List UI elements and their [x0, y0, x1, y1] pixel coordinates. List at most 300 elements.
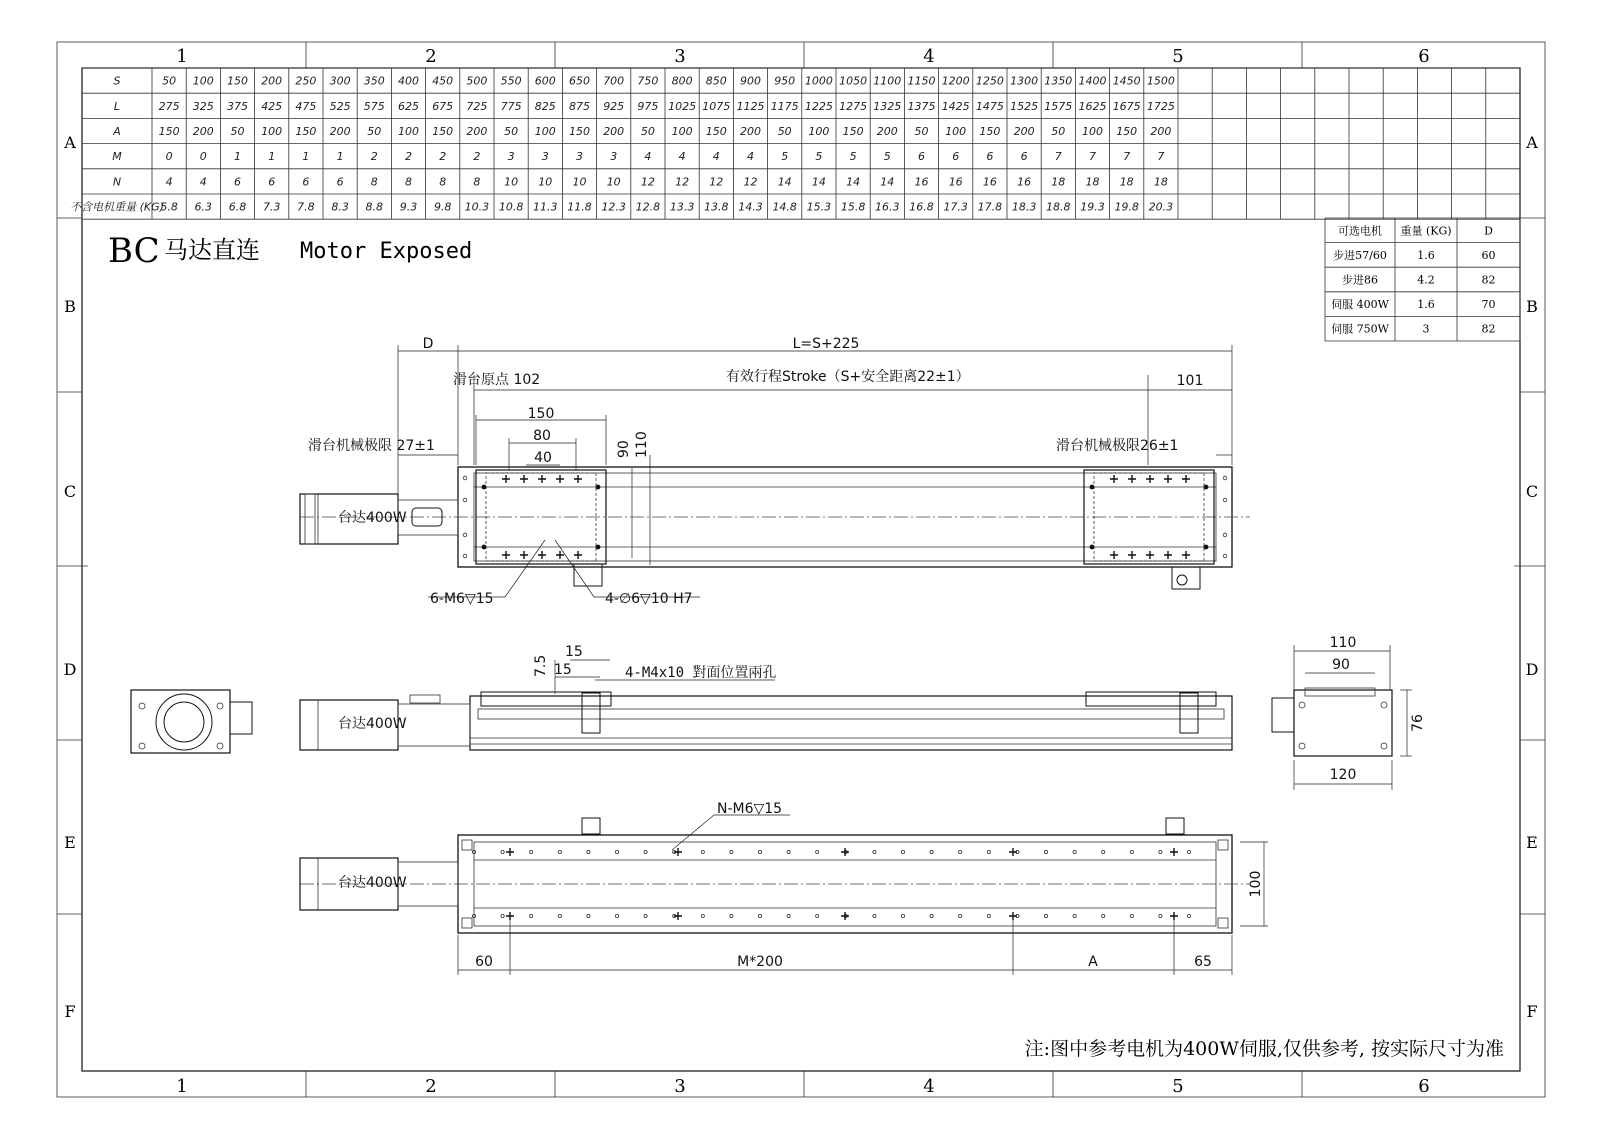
spec-cell: 6 [336, 175, 344, 189]
zone-col-bottom-1: 1 [176, 1076, 188, 1097]
mount-hole-mark [1128, 475, 1136, 483]
rail-hole [730, 850, 733, 853]
spec-cell: 150 [158, 125, 180, 138]
rail-hole [1130, 914, 1133, 917]
spec-cell: 525 [329, 99, 351, 113]
spec-cell: 8.3 [331, 200, 349, 214]
dim-m200: M*200 [737, 954, 783, 970]
spec-cell: 10.3 [464, 200, 490, 214]
zone-row-left-F: F [64, 1002, 76, 1021]
spec-cell: 14.3 [738, 200, 763, 214]
rail-hole [558, 850, 561, 853]
spec-cell: 14 [811, 175, 826, 189]
rail-hole [873, 914, 876, 917]
spec-cell: 350 [363, 74, 385, 88]
spec-cell: 50 [162, 74, 177, 88]
spec-cell: 11.8 [567, 200, 592, 214]
spec-cell: 10 [504, 175, 519, 189]
spec-cell: 6 [918, 150, 925, 164]
dim-a: A [1088, 954, 1098, 970]
spec-cell: 4 [199, 175, 207, 189]
rail-hole [1187, 914, 1190, 917]
spec-cell: 12.3 [601, 200, 626, 214]
motor-table-cell: 60 [1481, 248, 1496, 262]
spec-cell: 10 [538, 175, 553, 189]
end-dim-120: 120 [1329, 767, 1357, 783]
spec-cell: 3 [541, 150, 549, 164]
hole-label-m6: 6-M6▽15 [430, 591, 494, 607]
spec-cell: 14 [880, 175, 895, 189]
rail-hole [787, 914, 790, 917]
top-motor-label: 台达400W [338, 510, 407, 526]
spec-cell: 12 [640, 175, 655, 189]
spec-cell: 8.8 [365, 200, 384, 214]
spec-cell: 6 [268, 175, 276, 189]
spec-cell: 3 [610, 150, 618, 164]
spec-cell: 13.3 [669, 200, 695, 214]
motor-table-cell: 1.6 [1417, 298, 1435, 312]
rail-hole [1159, 850, 1162, 853]
spec-cell: 6.8 [228, 200, 247, 214]
mount-hole-mark [1182, 551, 1190, 559]
end-hole [463, 533, 467, 537]
motor-table-cell: 4.2 [1417, 273, 1435, 287]
end-hole [1223, 554, 1227, 558]
mount-hole-mark [502, 551, 510, 559]
spec-cell: 7 [1054, 150, 1062, 164]
rail-hole [758, 914, 761, 917]
spec-cell: 1675 [1112, 99, 1141, 113]
zone-col-top-4: 4 [923, 46, 935, 67]
rail-hole [930, 850, 933, 853]
zone-col-bottom-5: 5 [1172, 1076, 1184, 1097]
zone-col-top-3: 3 [674, 46, 686, 67]
base-mount-hole [1009, 912, 1017, 920]
spec-cell: 6 [1020, 150, 1028, 164]
spec-cell: 200 [740, 125, 761, 138]
spec-cell: 2 [473, 150, 481, 164]
zone-row-right-F: F [1526, 1002, 1538, 1021]
spec-row-label: A [113, 125, 121, 138]
mount-hole-mark [1146, 551, 1154, 559]
spec-cell: 1725 [1146, 99, 1175, 113]
spec-cell: 50 [230, 125, 245, 138]
spec-cell: 50 [640, 125, 655, 138]
base-mount-hole [1009, 848, 1017, 856]
spec-cell: 575 [363, 99, 385, 113]
spec-cell: 475 [295, 99, 317, 113]
pin-hole [1090, 545, 1095, 550]
rail-hole [1073, 850, 1076, 853]
zone-row-left-B: B [64, 297, 76, 316]
base-mount-hole [841, 848, 849, 856]
spec-cell: 4 [644, 150, 652, 164]
motor-option-table [1325, 218, 1520, 341]
mount-hole-mark [520, 551, 528, 559]
spec-cell: 825 [534, 99, 556, 113]
dim-origin: 滑台原点 102 [453, 372, 541, 388]
rail-hole [930, 914, 933, 917]
spec-cell: 50 [504, 125, 519, 138]
motor-table-cell: 步进86 [1342, 273, 1378, 287]
spec-cell: 12 [743, 175, 758, 189]
motor-table-header: 重量 (KG) [1400, 224, 1452, 238]
rail-hole [1159, 914, 1162, 917]
motor-table-cell: 70 [1481, 298, 1496, 312]
title-code: BC [108, 231, 160, 271]
zone-row-left-D: D [63, 660, 77, 679]
spec-cell: 1300 [1010, 74, 1039, 88]
bottom-motor-label: 台达400W [338, 875, 407, 891]
spec-cell: 1150 [907, 74, 936, 88]
end-view-left [131, 690, 252, 753]
spec-cell: 275 [158, 99, 180, 113]
spec-cell: 15.8 [840, 200, 866, 214]
spec-cell: 625 [398, 99, 419, 113]
zone-row-right-D: D [1525, 660, 1539, 679]
rail-hole [901, 850, 904, 853]
motor-table-cell: 1.6 [1417, 248, 1435, 262]
end-dim-110: 110 [1329, 635, 1357, 651]
end-hole [463, 476, 467, 480]
spec-cell: 675 [432, 99, 454, 113]
mount-hole-mark [556, 551, 564, 559]
spec-cell: 1 [336, 150, 344, 164]
rail-hole [1044, 850, 1047, 853]
pin-hole [482, 485, 487, 490]
spec-cell: 925 [603, 99, 625, 113]
base-mount-hole [1170, 912, 1178, 920]
dim-stroke: 有效行程Stroke（S+安全距离22±1） [726, 369, 970, 385]
spec-cell: 14 [846, 175, 861, 189]
spec-row-label: N [112, 175, 122, 189]
spec-cell: 200 [876, 125, 898, 138]
motor-table-cell: 步进57/60 [1333, 248, 1387, 262]
spec-cell: 3 [576, 150, 583, 164]
spec-cell: 8 [473, 175, 481, 189]
spec-cell: 1475 [975, 99, 1004, 113]
spec-cell: 15.3 [806, 200, 832, 214]
mount-hole-mark [1164, 551, 1172, 559]
zone-row-right-C: C [1525, 482, 1539, 501]
right-limit-label: 滑台机械极限26±1 [1056, 438, 1179, 454]
spec-cell: 775 [500, 99, 522, 113]
spec-cell: 3 [507, 150, 515, 164]
mount-hole-mark [574, 551, 582, 559]
spec-cell: 1 [302, 150, 310, 164]
spec-cell: 250 [295, 74, 317, 88]
motor-table-cell: 82 [1481, 273, 1496, 287]
zone-col-top-5: 5 [1172, 46, 1184, 67]
end-hole [463, 554, 467, 558]
rail-hole [816, 850, 819, 853]
spec-cell: 750 [637, 74, 659, 88]
mount-hole-mark [520, 475, 528, 483]
spec-cell: 100 [808, 125, 830, 138]
base-mount-hole [841, 912, 849, 920]
rail-hole [987, 850, 990, 853]
spec-cell: 1425 [941, 99, 970, 113]
zone-col-bottom-2: 2 [425, 1076, 437, 1097]
spec-cell: 325 [192, 99, 214, 113]
spec-cell: 1525 [1010, 99, 1039, 113]
spec-cell: 1000 [804, 74, 833, 88]
zone-row-left-E: E [64, 833, 76, 852]
spec-cell: 50 [914, 125, 929, 138]
mount-hole-mark [1110, 475, 1118, 483]
spec-cell: 18.8 [1046, 200, 1071, 214]
spec-cell: 7.8 [297, 200, 315, 214]
spec-cell: 50 [777, 125, 792, 138]
spec-cell: 200 [1150, 125, 1172, 138]
pin-hole [1090, 485, 1095, 490]
spec-cell: 100 [534, 125, 556, 138]
spec-cell: 11.3 [533, 200, 558, 214]
spec-cell: 18 [1051, 175, 1066, 189]
left-limit-label: 滑台机械极限 27±1 [308, 438, 435, 454]
spec-cell: 17.3 [943, 200, 968, 214]
hole-label-pin: 4-∅6▽10 H7 [605, 591, 693, 607]
spec-cell: 100 [1082, 125, 1103, 138]
zone-col-top-1: 1 [176, 46, 188, 67]
spec-cell: 17.8 [977, 200, 1003, 214]
spec-cell: 4 [165, 175, 173, 189]
rail-hole [501, 850, 504, 853]
rail-hole [787, 850, 790, 853]
spec-cell: 100 [398, 125, 419, 138]
rail-hole [901, 914, 904, 917]
dim-l: L=S+225 [792, 336, 860, 352]
rail-hole [701, 914, 704, 917]
dim-65: 65 [1194, 954, 1212, 970]
spec-cell: 800 [671, 74, 693, 88]
dim-7-5: 7.5 [533, 654, 549, 677]
spec-cell: 600 [534, 74, 556, 88]
motor-table-header: 可选电机 [1338, 224, 1382, 238]
spec-cell: 18.3 [1011, 200, 1037, 214]
rail-hole [1187, 850, 1190, 853]
spec-cell: 6.3 [194, 200, 213, 214]
spec-cell: 7.3 [262, 200, 281, 214]
spec-cell: 875 [569, 99, 590, 113]
spec-cell: 4 [678, 150, 686, 164]
pin-hole [482, 545, 487, 550]
dim-100: 100 [1248, 870, 1264, 898]
rail-hole [758, 850, 761, 853]
base-mount-hole [506, 848, 514, 856]
spec-cell: 300 [329, 74, 351, 88]
pin-hole [596, 485, 601, 490]
spec-cell: 1275 [839, 99, 868, 113]
spec-cell: 10 [572, 175, 587, 189]
base-mount-hole [674, 912, 682, 920]
spec-cell: 16 [982, 175, 997, 189]
end-hole [1223, 533, 1227, 537]
spec-cell: 1125 [736, 99, 765, 113]
dim-40: 40 [534, 450, 552, 466]
spec-cell: 1400 [1078, 74, 1107, 88]
mount-hole-mark [1164, 475, 1172, 483]
spec-cell: 725 [466, 99, 488, 113]
zone-row-right-E: E [1526, 833, 1538, 852]
end-view-right [1272, 635, 1426, 790]
spec-cell: 200 [466, 125, 488, 138]
base-mount-hole [1170, 848, 1178, 856]
spec-cell: 2 [405, 150, 412, 164]
spec-cell: 7 [1157, 150, 1165, 164]
rail-hole [587, 914, 590, 917]
spec-cell: 100 [945, 125, 967, 138]
spec-cell: 16.3 [875, 200, 900, 214]
spec-cell: 5.8 [160, 200, 178, 214]
base-mount-hole [674, 848, 682, 856]
rail-hole [644, 914, 647, 917]
spec-row-label: 不含电机重量 (KG) [70, 200, 164, 214]
spec-cell: 50 [1051, 125, 1066, 138]
spec-cell: 5 [849, 150, 857, 164]
spec-cell: 12 [709, 175, 724, 189]
mount-hole-mark [538, 475, 546, 483]
rail-hole [644, 850, 647, 853]
spec-cell: 1325 [873, 99, 902, 113]
spec-cell: 700 [603, 74, 625, 88]
rail-hole [959, 850, 962, 853]
spec-cell: 10 [606, 175, 621, 189]
spec-cell: 1625 [1078, 99, 1107, 113]
zone-col-bottom-4: 4 [923, 1076, 935, 1097]
rail-hole [1102, 914, 1105, 917]
dim-90: 90 [616, 440, 632, 458]
zone-row-left-A: A [64, 133, 76, 152]
spec-cell: 12 [675, 175, 690, 189]
spec-cell: 16 [1017, 175, 1032, 189]
motor-table-cell: 82 [1481, 322, 1496, 336]
spec-cell: 1450 [1112, 74, 1141, 88]
spec-cell: 5 [815, 150, 823, 164]
zone-col-bottom-3: 3 [674, 1076, 686, 1097]
bottom-view [300, 801, 1268, 975]
spec-cell: 1350 [1044, 74, 1073, 88]
mount-hole-mark [1110, 551, 1118, 559]
spec-cell: 975 [637, 99, 659, 113]
bottom-hole-label: N-M6▽15 [717, 801, 783, 817]
spec-cell: 2 [370, 150, 378, 164]
spec-cell: 4 [712, 150, 720, 164]
mount-hole-mark [538, 551, 546, 559]
spec-cell: 19.8 [1114, 200, 1139, 214]
rail-hole [1102, 850, 1105, 853]
rail-hole [530, 850, 533, 853]
rail-hole [558, 914, 561, 917]
spec-cell: 200 [1013, 125, 1035, 138]
rail-hole [530, 914, 533, 917]
spec-cell: 19.3 [1080, 200, 1105, 214]
end-hole [1223, 476, 1227, 480]
rail-hole [816, 914, 819, 917]
spec-cell: 100 [671, 125, 693, 138]
side-hole-label: 4-M4x10 對面位置兩孔 [625, 665, 777, 681]
zone-row-right-A: A [1526, 133, 1538, 152]
spec-cell: 650 [569, 74, 590, 88]
spec-cell: 1500 [1146, 74, 1175, 88]
spec-cell: 425 [261, 99, 283, 113]
mount-hole-mark [574, 475, 582, 483]
rail-hole [873, 850, 876, 853]
spec-cell: 1025 [668, 99, 697, 113]
spec-cell: 950 [774, 74, 796, 88]
spec-table [70, 68, 1520, 219]
rail-hole [730, 914, 733, 917]
spec-cell: 9.3 [399, 200, 418, 214]
rail-hole [1073, 914, 1076, 917]
spec-cell: 8 [439, 175, 447, 189]
spec-cell: 2 [439, 150, 447, 164]
inner-frame [82, 68, 1520, 1071]
rail-hole [987, 914, 990, 917]
spec-cell: 900 [740, 74, 761, 88]
spec-cell: 16 [948, 175, 963, 189]
rail-hole [701, 850, 704, 853]
spec-cell: 5 [781, 150, 789, 164]
spec-cell: 50 [367, 125, 382, 138]
spec-cell: 6 [234, 175, 241, 189]
spec-cell: 1575 [1044, 99, 1073, 113]
spec-cell: 13.8 [704, 200, 729, 214]
spec-cell: 20.3 [1148, 200, 1174, 214]
top-view [300, 336, 1250, 607]
motor-table-cell: 伺服 400W [1331, 298, 1389, 312]
spec-cell: 6 [302, 175, 310, 189]
dim-80: 80 [533, 428, 551, 444]
spec-cell: 200 [192, 125, 214, 138]
dim-60: 60 [475, 954, 493, 970]
spec-cell: 150 [1116, 125, 1138, 138]
mount-hole-mark [502, 475, 510, 483]
spec-row-label: L [113, 99, 121, 113]
rail-hole [615, 914, 618, 917]
spec-row-label: S [113, 74, 121, 88]
spec-cell: 10.8 [498, 200, 524, 214]
footer-note: 注:图中参考电机为400W伺服,仅供参考, 按实际尺寸为准 [1024, 1038, 1504, 1060]
end-dim-76: 76 [1410, 714, 1426, 732]
spec-cell: 375 [227, 99, 248, 113]
spec-cell: 150 [432, 125, 454, 138]
spec-cell: 0 [199, 150, 207, 164]
spec-cell: 850 [705, 74, 727, 88]
spec-cell: 150 [705, 125, 727, 138]
end-hole [463, 498, 467, 502]
side-view [300, 644, 1232, 750]
spec-cell: 0 [165, 150, 173, 164]
spec-cell: 1 [234, 150, 241, 164]
spec-row-label: M [112, 150, 122, 164]
mount-hole-mark [1146, 475, 1154, 483]
spec-cell: 200 [261, 74, 283, 88]
spec-cell: 18 [1119, 175, 1134, 189]
spec-cell: 550 [500, 74, 522, 88]
spec-cell: 1175 [770, 99, 799, 113]
dim-15b: 15 [554, 662, 572, 678]
dim-right-offset: 101 [1176, 373, 1204, 389]
spec-cell: 1225 [804, 99, 833, 113]
zone-col-bottom-6: 6 [1418, 1076, 1430, 1097]
spec-cell: 150 [979, 125, 1001, 138]
spec-cell: 100 [261, 125, 283, 138]
zone-row-left-C: C [63, 482, 77, 501]
spec-cell: 8 [405, 175, 412, 189]
zone-col-top-6: 6 [1418, 46, 1430, 67]
rail-hole [1130, 850, 1133, 853]
